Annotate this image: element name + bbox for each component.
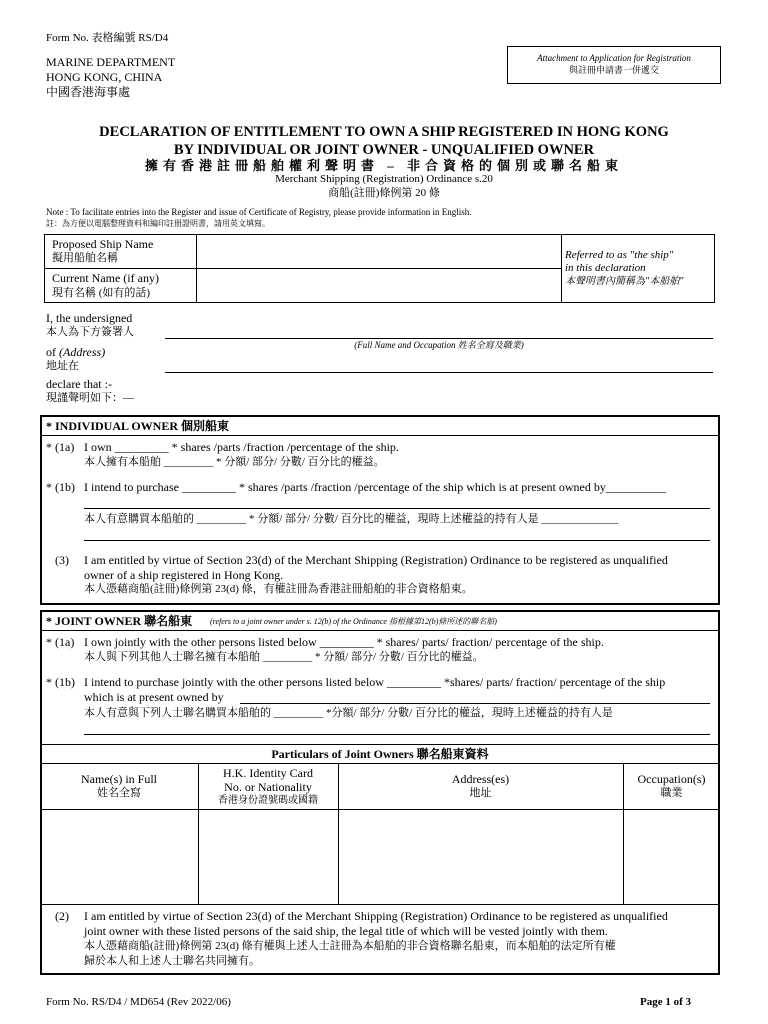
address-label-zh: 地址在 <box>46 360 79 372</box>
joint-clause-1b[interactable]: I intend to purchase jointly with the other persons listed below _________ *shares/ parts/ fraction/ percentage of the ship <box>84 675 666 689</box>
section-divider <box>40 630 720 631</box>
individual-owner-heading: * INDIVIDUAL OWNER 個別船東 <box>46 419 230 433</box>
column-address-header-zh: 地址 <box>469 787 492 799</box>
note-en: Note : To facilitate entries into the Register and issue of Certificate of Registry, please provide information in English. <box>46 207 472 217</box>
joint-owner-address-cell[interactable] <box>339 810 622 903</box>
referred-as-label: Referred to as "the ship" <box>565 249 674 261</box>
proposed-name-field[interactable] <box>198 236 560 267</box>
owner-fill-line[interactable] <box>84 508 710 509</box>
joint-owner-name-cell[interactable] <box>41 810 197 903</box>
undersigned-label-zh: 本人為下方簽署人 <box>46 326 134 338</box>
column-name-header-zh: 姓名全寫 <box>97 787 141 799</box>
attachment-label-en: Attachment to Application for Registration <box>537 53 691 63</box>
table-divider <box>44 268 561 269</box>
column-id-header-2: No. or Nationality <box>224 780 312 794</box>
joint-clause-2-zh-line2: 歸於本人和上述人士聯名共同擁有。 <box>84 955 260 967</box>
title-line2: BY INDIVIDUAL OR JOINT OWNER - UNQUALIFIED OWNER <box>173 142 595 158</box>
current-name-field[interactable] <box>198 270 560 301</box>
column-occupation-header-zh: 職業 <box>660 787 683 799</box>
undersigned-label: I, the undersigned <box>46 311 133 325</box>
department-name-zh: 中國香港海事處 <box>46 85 131 99</box>
joint-owner-heading: * JOINT OWNER 聯名船東 <box>46 614 193 628</box>
owner-fill-line[interactable] <box>240 703 710 704</box>
owner-fill-line[interactable] <box>84 734 710 735</box>
joint-clause-1b-zh: 本人有意與下列人士聯名購買本船舶的 _________ *分額/ 部分/ 分數/ 百分比的權益，現時上述權益的持有人是 <box>84 707 613 719</box>
column-id-header: H.K. Identity Card <box>223 766 313 780</box>
joint-clause-1a[interactable]: I own jointly with the other persons listed below _________ * shares/ parts/ fraction/ percentage of the ship. <box>84 635 604 649</box>
clause-number: (3) <box>55 553 69 567</box>
column-address-header: Address(es) <box>451 772 510 786</box>
column-name-header: Name(s) in Full <box>81 772 157 786</box>
individual-clause-1a[interactable]: I own _________ * shares /parts /fraction /percentage of the ship. <box>84 440 399 454</box>
attachment-box <box>507 46 721 84</box>
table-divider <box>40 744 720 745</box>
individual-clause-1b-zh: 本人有意購買本船舶的 _________ * 分額/ 部分/ 分數/ 百分比的權益，現時上述權益的持有人是 ______________ <box>84 513 619 525</box>
owner-fill-line[interactable] <box>84 540 710 541</box>
department-location: HONG KONG, CHINA <box>46 70 163 84</box>
individual-clause-1b[interactable]: I intend to purchase _________ * shares /parts /fraction /percentage of the ship which is at present owned by__________ <box>84 480 666 494</box>
footer-form-number: Form No. RS/D4 / MD654 (Rev 2022/06) <box>46 996 231 1008</box>
ordinance-en: Merchant Shipping (Registration) Ordinance s.20 <box>275 173 493 185</box>
name-occupation-hint: (Full Name and Occupation 姓名全寫及職業) <box>354 340 524 350</box>
name-occupation-line[interactable] <box>165 338 713 339</box>
joint-owner-reference: (refers to a joint owner under s. 12(b) of the Ordinance 指根據第12(b)條所述的聯名船) <box>210 617 497 626</box>
current-name-label-zh: 現有名稱 (如有的話) <box>52 287 151 299</box>
individual-clause-3: I am entitled by virtue of Section 23(d) of the Merchant Shipping (Registration) Ordinance to be registered as unqualified <box>84 553 668 567</box>
proposed-name-label: Proposed Ship Name <box>52 237 154 251</box>
joint-clause-2-line2: joint owner with these listed persons of the said ship, the legal title of which will be vested jointly with them. <box>84 924 608 938</box>
individual-clause-3-line2: owner of a ship registered in Hong Kong. <box>84 568 284 582</box>
joint-clause-2-zh: 本人憑藉商船(註冊)條例第 23(d) 條有權與上述人士註冊為本船舶的非合資格聯名船東，而本船舶的法定所有權 <box>84 940 616 952</box>
section-divider <box>40 435 720 436</box>
address-line[interactable] <box>165 372 713 373</box>
title-line3-zh: 擁有香港註冊船舶權利聲明書 – 非合資格的個別或聯名船東 <box>144 158 623 173</box>
table-divider <box>40 904 720 905</box>
note-zh: 註：為方便以電腦整理資料和編印註冊證明書，請用英文填寫。 <box>46 219 270 228</box>
current-name-label: Current Name (if any) <box>52 271 159 285</box>
declare-label: declare that :- <box>46 377 112 391</box>
page-number: Page 1 of 3 <box>640 996 692 1008</box>
individual-clause-3-zh: 本人憑藉商船(註冊)條例第 23(d) 條，有權註冊為香港註冊船舶的非合資格船東。 <box>84 583 473 595</box>
address-hint: (Address) <box>59 345 106 359</box>
form-number: Form No. 表格編號 RS/D4 <box>46 32 169 44</box>
clause-number: * (1a) <box>46 635 75 649</box>
referred-as-label-2: in this declaration <box>565 262 646 274</box>
proposed-name-label-zh: 擬用船舶名稱 <box>52 252 118 264</box>
ordinance-zh: 商船(註冊)條例第 20 條 <box>328 187 440 199</box>
joint-clause-1b-line2: which is at present owned by <box>84 690 224 704</box>
clause-number: * (1a) <box>46 440 75 454</box>
column-occupation-header: Occupation(s) <box>637 772 706 786</box>
joint-clause-1a-zh: 本人與下列其他人士聯名擁有本船舶 _________ * 分額/ 部分/ 分數/ 百分比的權益。 <box>84 651 484 663</box>
attachment-label-zh: 與註冊申請書一併遞交 <box>568 65 659 75</box>
clause-number: * (1b) <box>46 480 75 494</box>
declare-label-zh: 現謹聲明如下：— <box>46 392 134 404</box>
table-divider <box>40 763 720 764</box>
individual-clause-1a-zh: 本人擁有本船舶 _________ * 分額/ 部分/ 分數/ 百分比的權益。 <box>84 456 385 468</box>
table-divider <box>561 234 562 303</box>
joint-clause-2: I am entitled by virtue of Section 23(d) of the Merchant Shipping (Registration) Ordinance to be registered as unqualified <box>84 909 668 923</box>
referred-as-label-zh: 本聲明書內簡稱為"本船舶" <box>565 276 684 287</box>
clause-number: * (1b) <box>46 675 75 689</box>
title-line1: DECLARATION OF ENTITLEMENT TO OWN A SHIP REGISTERED IN HONG KONG <box>99 124 669 140</box>
particulars-heading: Particulars of Joint Owners 聯名船東資料 <box>271 747 489 761</box>
clause-number: (2) <box>55 909 69 923</box>
department-name: MARINE DEPARTMENT <box>46 55 176 69</box>
joint-owner-id-cell[interactable] <box>199 810 337 903</box>
joint-owner-occupation-cell[interactable] <box>624 810 719 903</box>
of-label: of <box>46 345 56 359</box>
column-id-header-zh: 香港身份證號碼或國籍 <box>218 795 318 806</box>
address-label <box>46 345 105 359</box>
